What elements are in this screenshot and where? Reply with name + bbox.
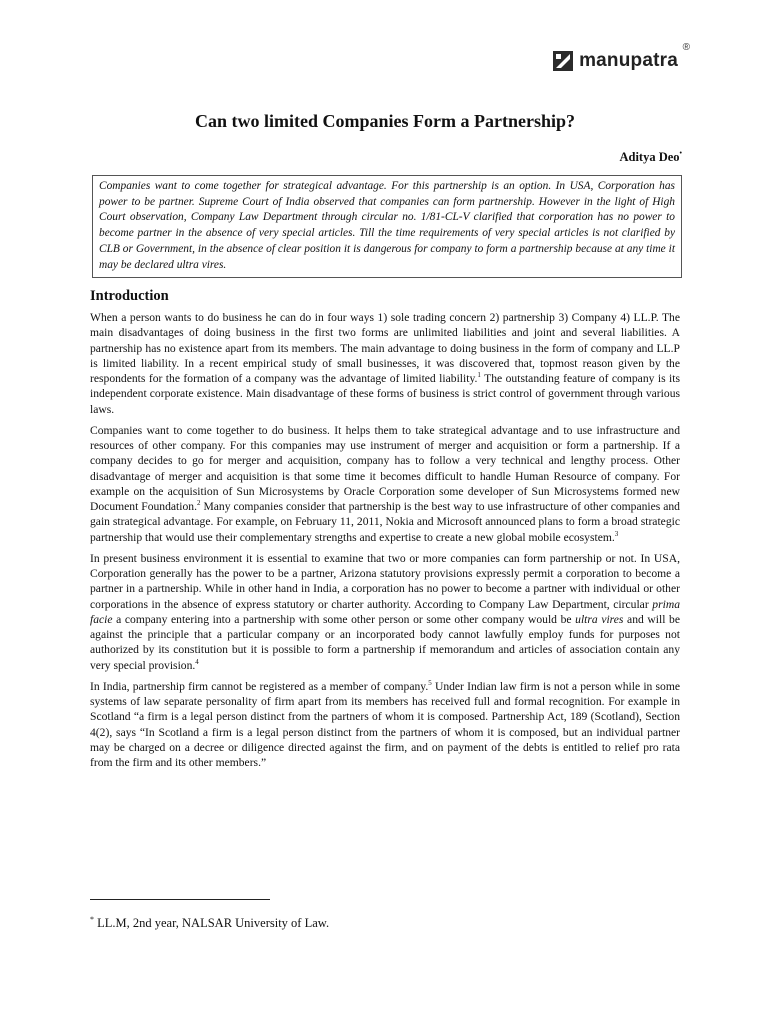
brand-name: manupatra — [579, 50, 678, 71]
paragraph-1-text-b: The outstanding feature of company is its independent corporate existence. Main disadvantage of these forms of business is strict control of government through various laws. — [90, 372, 681, 416]
footnote-ref-2: 2 — [196, 499, 201, 508]
article-body — [90, 310, 680, 776]
paragraph-2-text-a: Companies want to come together to do business. It helps them to take strategical advantage and to use infrastructure and resources of other company. For this companies may use instrument of merger and acquisition or form a partnership. If a company decides to go for merger and acquisition, company has to follow a very technical and lengthy process. Other disadvantage of merger and acquisition is that some time it becomes difficult to handle Human Resource of company. For example on the acquisition of Sun Microsystems by Oracle Corporation some developer of Sun Microsystems formed new Document Foundation. — [90, 423, 680, 513]
paragraph-3-emphasis-ultra-vires: ultra vires — [575, 612, 624, 626]
publisher-logo — [552, 42, 690, 72]
abstract-box: Companies want to come together for strategical advantage. For this partnership is an option. In USA, Corporation has power to be partner. Supreme Court of India observed that companies can form partnership. However in the light of High Court observation, Company Law Department through circular no. 1/81-CL-V clarified that corporation has no power to become partner in the absence of very special articles. Till the time requirements of very special articles is not clarified by CLB or Government, in the absence of clear position it is dangerous for company to form a partnership because at any time it may be declared ultra vires. — [92, 175, 682, 278]
paragraph-3 — [90, 551, 680, 673]
article-title: Can two limited Companies Form a Partnership? — [195, 111, 575, 131]
author-footnote-marker: • — [679, 149, 682, 157]
registered-mark: ® — [682, 42, 690, 53]
paragraph-3-emphasis-prima-facie: prima facie — [90, 597, 680, 626]
footnote-ref-3: 3 — [614, 529, 619, 538]
paragraph-1-text-a: When a person wants to do business he can do in four ways 1) sole trading concern 2) partnership 3) Company 4) LL.P. The main disadvantages of doing business in the first two forms are unlimited liabilities and joint and several liabilities. A partnership has no existence apart from its members. The main advantage to doing business in the form of company and LL.P is limited liability. In a recent empirical study of small businesses, it was discovered that, topmost reason given by the respondents for the formation of a company was the advantage of limited liability. — [90, 311, 680, 385]
footnote-divider — [90, 899, 270, 900]
paragraph-3-text-a: In present business environment it is essential to examine that two or more companies can form partnership or not. In USA, Corporation generally has the power to be a partner, Arizona statutory provisions expressly permit a corporation to become a partner in a partnership. While in other hand in India, a corporation has no power to become a partner with individual or other corporations in the absence of express statutory or charter authority. According to Company Law Department, circular — [90, 551, 680, 611]
manupatra-logo-icon — [552, 50, 574, 72]
footnote-ref-4: 4 — [195, 657, 199, 666]
section-heading-introduction: Introduction — [90, 288, 169, 304]
author-line — [619, 150, 682, 165]
paragraph-1 — [90, 310, 680, 417]
footnote-ref-1: 1 — [477, 371, 481, 380]
footnote — [90, 915, 329, 931]
paragraph-4-text-b: Under Indian law firm is not a person while in some systems of law separate personality of firm apart from its members has received full and formal recognition. For example in Scotland “a firm is a legal person distinct from the partners of whom it is composed. Partnership Act, 189 (Scotland), Section 4(2), says “In Scotland a firm is a legal person distinct from the partners of whom it is composed, but an individual partner may be charged on a decree or diligence directed against the firm, and on payment of the debts is entitled to relief pro rata from the firm and its other members.” — [90, 679, 680, 769]
author-name: Aditya Deo — [619, 150, 680, 165]
footnote-ref-5: 5 — [428, 678, 432, 687]
paragraph-4 — [90, 679, 680, 771]
paragraph-4-text-a: In India, partnership firm cannot be registered as a member of company. — [90, 679, 429, 693]
paragraph-3-text-c: and will be against the principle that a particular company or an incorporated body cannot lawfully employ funds for purposes not authorized by its constitution but it is possible to form a partnership if memorandum and articles of association contain any very special provision. — [90, 612, 681, 672]
footnote-text: LL.M, 2nd year, NALSAR University of Law. — [94, 916, 330, 931]
paragraph-2 — [90, 423, 680, 545]
paragraph-2-text-b: Many companies consider that partnership is the best way to use infrastructure of other companies and gain strategical advantage. For example, on February 11, 2011, Nokia and Microsoft announced plans to form a broad strategic partnership that would use their complementary strengths and expertise to create a new global mobile ecosystem. — [90, 500, 680, 544]
paragraph-3-text-b: a company entering into a partnership with some other person or some other company would be — [112, 612, 576, 626]
footnote-marker: * — [90, 915, 94, 924]
